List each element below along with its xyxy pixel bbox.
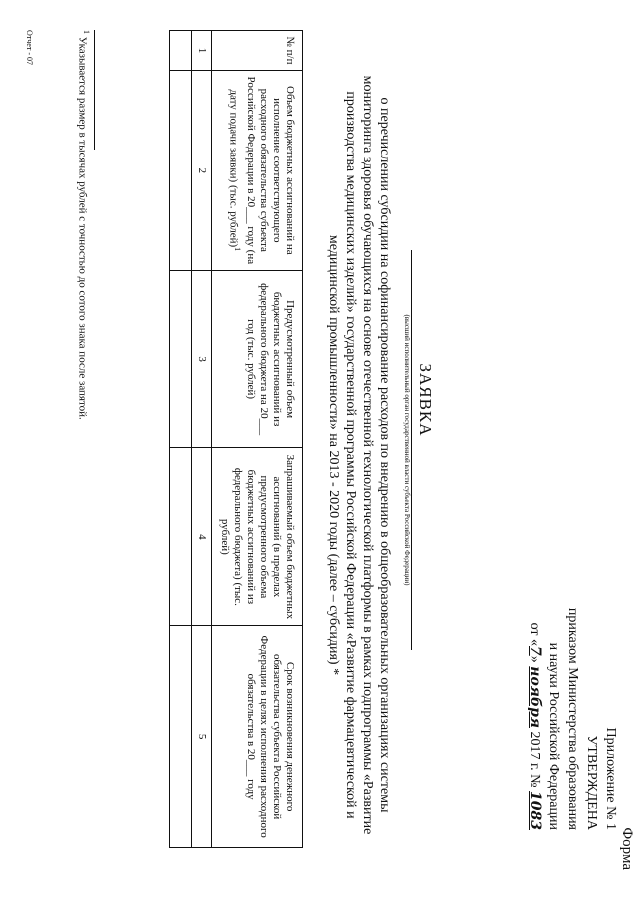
date-month: ноября [527, 666, 543, 728]
approved-label: УТВЕРЖДЕНА [584, 735, 599, 830]
date-sep: » [527, 655, 542, 663]
header-cell-deadline: Срок возникновения денежного обязательства субъекта Российской Федерации в целях исполнения расходного обязательства в 20___ году [212, 626, 303, 848]
intro-paragraph: о перечислении субсидии на софинансирование расходов по внедрению в общеобразовательных организациях системы мониторинга здоровья обучающихся на основе отечественной технологической платформы в рамках подпрограммы «Развитие производства медицинских изделий» государственной программы Российской Федерации «Развитие фармацевтической и медицинской промышленности» на 2013 - 2020 годы (далее – субсидия) * [326, 75, 392, 835]
footnote-separator [94, 30, 95, 150]
column-number-cell: 3 [192, 270, 212, 448]
footnote-mark: 1 [82, 30, 91, 34]
table-empty-row [170, 31, 192, 848]
footnote-text: Указывается размер в тысячах рублей с точностью до сотого знака после запятой. [76, 34, 89, 420]
footnote [76, 30, 91, 630]
empty-cell [170, 31, 192, 71]
table-header-row [212, 31, 303, 848]
appendix-label: Приложение № 1 [603, 727, 618, 830]
header-cell-federal-planned: Предусмотренный объем бюджетных ассигнований из федерального бюджета на 20___ год (тыс. рублей) [212, 270, 303, 448]
column-number-cell: 5 [192, 626, 212, 848]
approval-block [525, 500, 620, 830]
header-footnote-mark: 1 [233, 247, 242, 252]
empty-cell [170, 626, 192, 848]
header-cell-volume-text: Объем бюджетных ассигнований на исполнение соответствующего расходного обязательства субъекта Российской Федерации в 20___ году (на дату подачи заявки) (тыс. рублей) [227, 76, 296, 265]
form-label: Форма [619, 827, 635, 870]
column-number-cell: 4 [192, 448, 212, 626]
empty-cell [170, 448, 192, 626]
header-cell-volume [212, 70, 303, 270]
document-title: ЗАЯВКА [416, 363, 435, 437]
table-number-row [192, 31, 212, 848]
order-line-2: и науки Российской Федерации [546, 642, 561, 830]
date-day: 7 [527, 646, 543, 656]
date-prefix: от « [527, 622, 542, 647]
report-stamp: Отчет - 07 [25, 30, 34, 66]
request-table [169, 30, 303, 848]
column-number-cell: 1 [192, 31, 212, 71]
empty-cell [170, 270, 192, 448]
order-line-1: приказом Министерства образования [565, 607, 580, 830]
column-number-cell: 2 [192, 70, 212, 270]
empty-cell [170, 70, 192, 270]
order-date-line [525, 500, 544, 830]
authority-note: (высший исполнительный орган государственной власти субъекта Российской Федерации) [403, 314, 411, 586]
header-cell-requested: Запрашиваемый объем бюджетных ассигнований (в пределах предусмотренного объема бюджетных ассигнований из федерального бюджета) (тыс. рублей) [212, 448, 303, 626]
authority-underline [411, 250, 412, 650]
header-cell-number: № п/п [212, 31, 303, 71]
order-number: 1083 [527, 791, 543, 830]
date-year-no: 2017 г. № [527, 731, 542, 788]
